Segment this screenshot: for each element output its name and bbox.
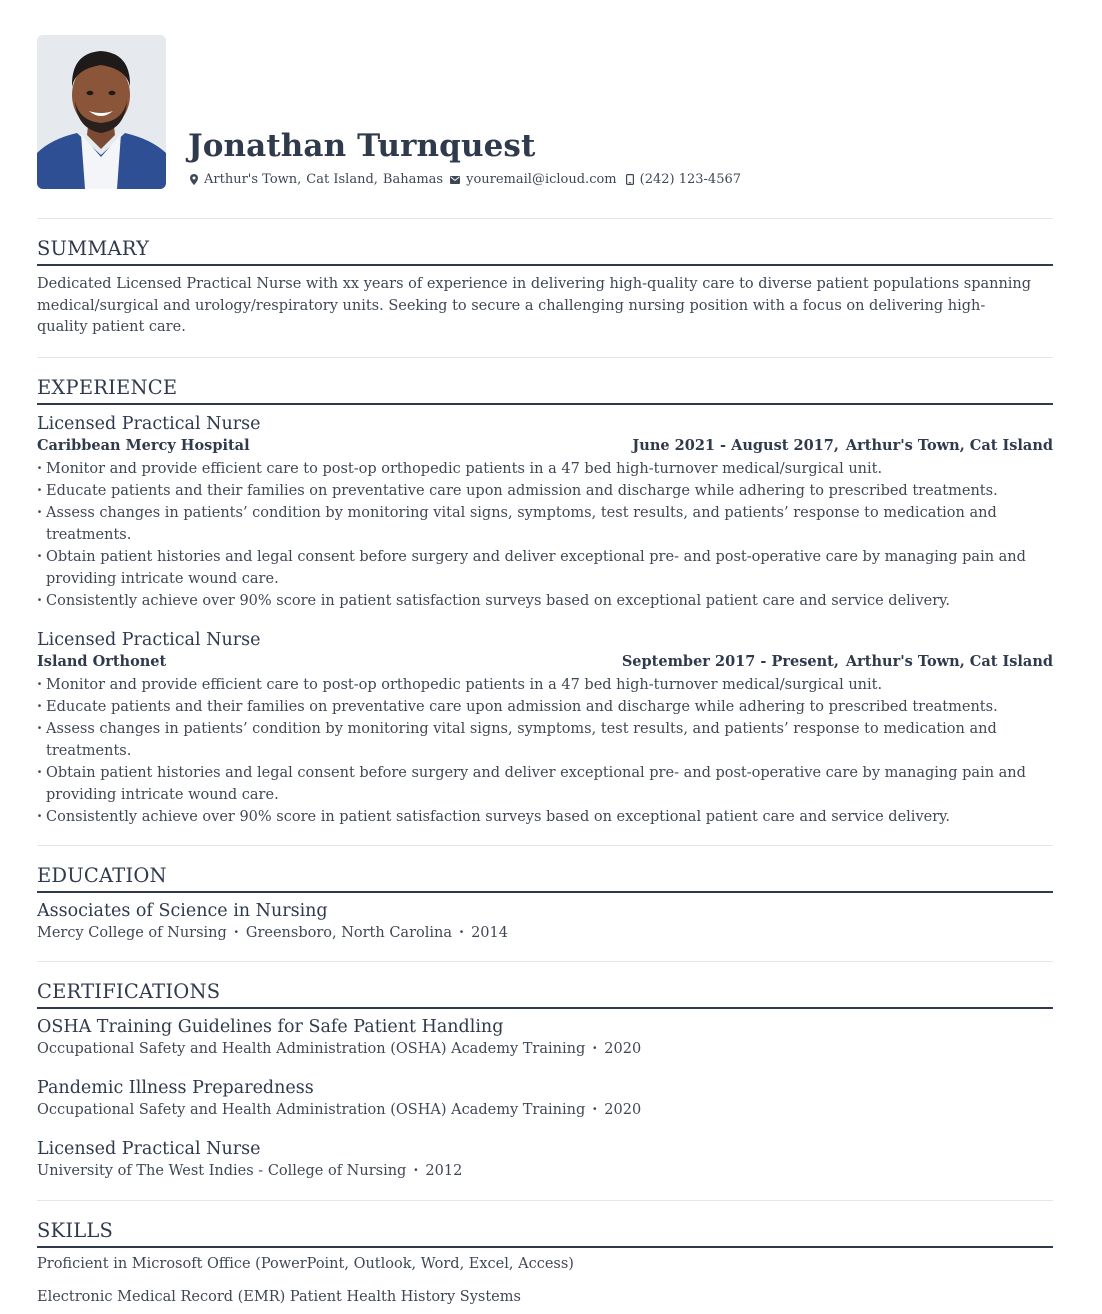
certification-issuer: Occupational Safety and Health Administration (OSHA) Academy Training: [37, 1040, 586, 1057]
degree-name: Associates of Science in Nursing: [37, 900, 328, 921]
education-section: [37, 846, 1053, 944]
certification-name: Licensed Practical Nurse: [37, 1138, 261, 1159]
certification-name: Pandemic Illness Preparedness: [37, 1077, 314, 1098]
certification-year: 2012: [425, 1162, 463, 1179]
list-item: · Obtain patient histories and legal consent before surgery and deliver exceptional pre- and post-operative care by managing pain and providing intricate wound care.: [37, 546, 1053, 590]
certification-issuer: Occupational Safety and Health Administration (OSHA) Academy Training: [37, 1101, 586, 1118]
location-city: Arthur's Town,: [204, 172, 302, 187]
separator-dot: ·: [233, 923, 239, 941]
certification-entry: [37, 1138, 1053, 1182]
location-island: Cat Island,: [306, 172, 378, 187]
certification-entry: [37, 1077, 1053, 1121]
summary-section: [37, 219, 1053, 339]
school-name: Mercy College of Nursing: [37, 924, 227, 941]
separator-dot: ·: [459, 923, 465, 941]
job-dates: June 2021 - August 2017,: [632, 436, 839, 454]
skill-item: Electronic Medical Record (EMR) Patient Health History Systems: [37, 1288, 521, 1305]
contact-info: [190, 172, 748, 187]
job-company: Caribbean Mercy Hospital: [37, 436, 250, 454]
job-company: Island Orthonet: [37, 652, 167, 670]
separator-dot: ·: [413, 1161, 419, 1179]
job-date-location: [625, 435, 1053, 457]
certification-name: OSHA Training Guidelines for Safe Patient Handling: [37, 1016, 504, 1037]
mobile-phone-icon: [626, 174, 634, 185]
envelope-icon: [450, 176, 460, 184]
list-item: · Assess changes in patients’ condition by monitoring vital signs, symptoms, test results, and patients’ response to medication and treatments.: [37, 718, 1053, 762]
education-entry: [37, 900, 1053, 944]
education-details: [37, 922, 1053, 944]
school-location: Greensboro, North Carolina: [245, 924, 452, 941]
email-text[interactable]: youremail@icloud.com: [466, 172, 617, 187]
job-entry: [37, 629, 1053, 828]
section-title-experience: EXPERIENCE: [37, 376, 1053, 405]
summary-text: Dedicated Licensed Practical Nurse with xx years of experience in delivering high-quality care to diverse patient populations spanning medical/surgical and urology/respiratory units. Seeking to secure a challenging nursing position with a focus on delivering high-quality patient care.: [37, 276, 1032, 335]
list-item: · Educate patients and their families on preventative care upon admission and discharge while adhering to prescribed treatments.: [37, 480, 1053, 502]
certification-year: 2020: [604, 1101, 642, 1118]
certification-year: 2020: [604, 1040, 642, 1057]
job-location: Arthur's Town, Cat Island: [845, 436, 1053, 454]
section-title-summary: SUMMARY: [37, 237, 1053, 266]
separator-dot: ·: [592, 1100, 598, 1118]
certification-entry: [37, 1016, 1053, 1060]
phone-text: (242) 123-4567: [639, 172, 742, 187]
resume-header: [37, 35, 1053, 189]
contact-phone: [626, 172, 741, 187]
location-country: Bahamas: [382, 172, 444, 187]
job-meta: [37, 435, 1053, 457]
profile-photo: [37, 35, 166, 189]
list-item: · Consistently achieve over 90% score in patient satisfaction surveys based on exceptional patient care and service delivery.: [37, 590, 1053, 612]
experience-section: [37, 358, 1053, 828]
section-title-education: EDUCATION: [37, 864, 1053, 893]
list-item: · Educate patients and their families on preventative care upon admission and discharge while adhering to prescribed treatments.: [37, 696, 1053, 718]
certification-details: [37, 1160, 1053, 1182]
skills-list: [37, 1253, 1053, 1308]
section-title-skills: SKILLS: [37, 1219, 1053, 1248]
job-entry: [37, 413, 1053, 612]
map-pin-icon: [190, 174, 198, 185]
contact-email[interactable]: [450, 172, 617, 187]
job-bullets: [37, 674, 1053, 828]
graduation-year: 2014: [471, 924, 508, 941]
section-title-certifications: CERTIFICATIONS: [37, 980, 1053, 1009]
list-item: · Obtain patient histories and legal consent before surgery and deliver exceptional pre- and post-operative care by managing pain and providing intricate wound care.: [37, 762, 1053, 806]
certification-issuer: University of The West Indies - College of Nursing: [37, 1162, 407, 1179]
list-item: · Assess changes in patients’ condition by monitoring vital signs, symptoms, test results, and patients’ response to medication and treatments.: [37, 502, 1053, 546]
job-date-location: [615, 651, 1053, 673]
job-meta: [37, 651, 1053, 673]
candidate-name: Jonathan Turnquest: [188, 128, 536, 164]
skill-item: Proficient in Microsoft Office (PowerPoint, Outlook, Word, Excel, Access): [37, 1255, 574, 1272]
job-role: Licensed Practical Nurse: [37, 629, 261, 650]
job-bullets: [37, 458, 1053, 612]
separator-dot: ·: [592, 1039, 598, 1057]
job-location: Arthur's Town, Cat Island: [845, 652, 1053, 670]
certification-details: [37, 1038, 1053, 1060]
certification-details: [37, 1099, 1053, 1121]
certifications-section: [37, 962, 1053, 1182]
job-dates: September 2017 - Present,: [621, 652, 839, 670]
list-item: · Monitor and provide efficient care to post-op orthopedic patients in a 47 bed high-turnover medical/surgical unit.: [37, 458, 1053, 480]
list-item: · Consistently achieve over 90% score in patient satisfaction surveys based on exceptional patient care and service delivery.: [37, 806, 1053, 828]
person-photo-icon: [37, 35, 166, 189]
job-role: Licensed Practical Nurse: [37, 413, 261, 434]
list-item: · Monitor and provide efficient care to post-op orthopedic patients in a 47 bed high-turnover medical/surgical unit.: [37, 674, 1053, 696]
skills-section: [37, 1201, 1053, 1308]
contact-location: [190, 172, 443, 187]
